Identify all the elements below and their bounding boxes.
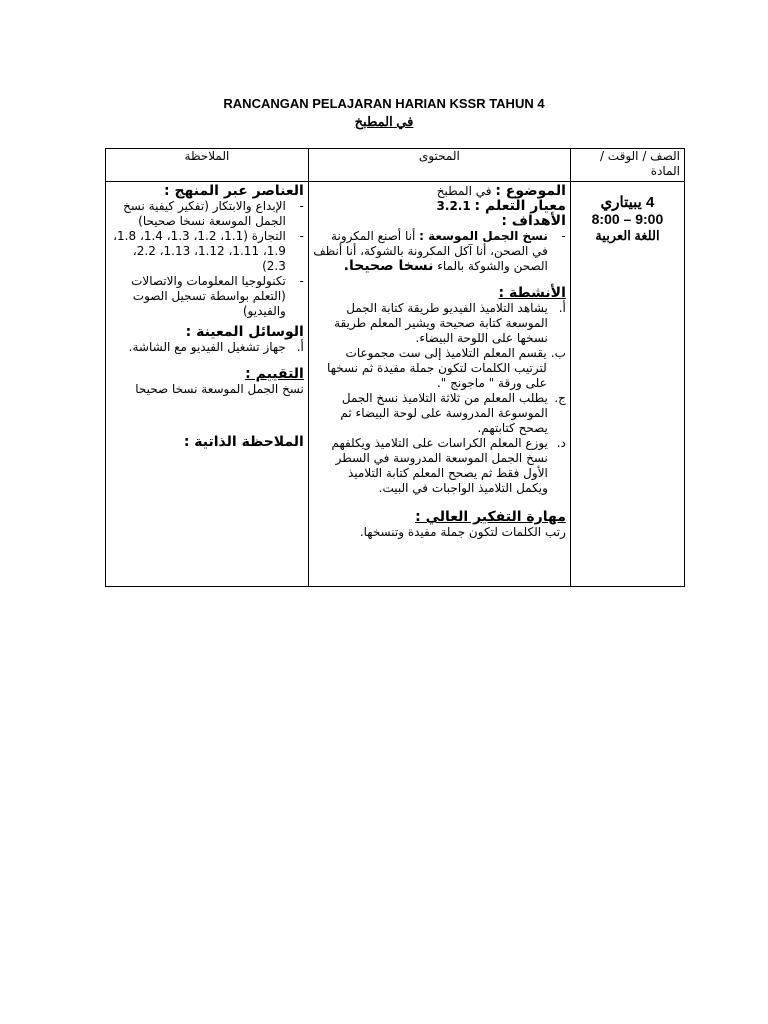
lesson-date: 4 يبيتاري	[600, 194, 655, 211]
objectives-label: الأهداف :	[501, 213, 566, 229]
hots-text: رتب الكلمات لتكون جملة مفيدة وتنسخها.	[359, 525, 566, 539]
table-body-row	[106, 182, 685, 587]
table-header-row	[106, 149, 685, 182]
activity-item: د. يوزع المعلم الكراسات على التلاميذ ويكلفهم نسخ الجمل الموسعة المدروسة في السطر الأول فقط ثم يصحح المعلم كتابة التلاميذ ويكمل التلاميذ الواجبات في البيت.	[331, 436, 566, 495]
evaluation-label: التقييم :	[245, 366, 304, 382]
content-cell	[308, 182, 570, 587]
activity-item: ج. يطلب المعلم من ثلاثة التلاميذ نسخ الجمل الموسوعة المدروسة على لوحة البيضاء ثم يصحح كتابتهم.	[340, 391, 566, 435]
list-item: أ. جهاز تشغيل الفيديو مع الشاشة.	[128, 340, 304, 354]
page-subtitle: في المطبخ	[354, 114, 414, 129]
activity-item: أ. يشاهد التلاميذ الفيديو طريقة كتابة الجمل الموسعة كتابة صحيحة ويشير المعلم طريقة نسخها على اللوحة البيضاء.	[334, 301, 566, 345]
notes-cell	[106, 182, 309, 587]
lesson-time: 8:00 – 9:00	[591, 211, 664, 227]
objective-item: - نسخ الجمل الموسعة : أنا أصنع المكرونة في الصحن، أنا آكل المكرونة بالشوكة، أنا أنظف الصحن والشوكة بالماء نسخا صحيحا.	[313, 229, 566, 274]
header-notes: الملاحظة	[106, 149, 309, 182]
hots-label: مهارة التفكير العالي :	[415, 509, 566, 525]
topic-line: الموضوع : في المطبخ	[436, 183, 566, 199]
reflection-label: الملاحظة الذاتية :	[183, 434, 304, 450]
cross-curricular-label: العناصر عبر المنهج :	[163, 183, 304, 199]
list-item: - التجارة (1.1، 1.2، 1.3، 1.4، 1.8، 1.9، 1.11، 1.12، 1.13، 2.2، 2.3)	[113, 229, 304, 273]
activities-label: الأنشطة :	[498, 285, 566, 301]
list-item: - الإبداع والابتكار (تفكير كيفية نسخ الجمل الموسعة نسخا صحيحا)	[123, 199, 304, 228]
evaluation-text: نسخ الجمل الموسعة نسخا صحيحا	[135, 382, 304, 396]
header-content: المحتوى	[308, 149, 570, 182]
lesson-subject: اللغة العربية	[595, 228, 660, 243]
activity-item: ب. يقسم المعلم التلاميذ إلى ست مجموعات لترتيب الكلمات لتكون جملة مفيدة ثم نسخها على ورقة " ماجونج ".	[327, 346, 566, 390]
page-title: RANCANGAN PELAJARAN HARIAN KSSR TAHUN 4	[223, 96, 545, 111]
lesson-plan-table	[105, 148, 685, 587]
teaching-aids-label: الوسائل المعينة :	[185, 324, 304, 340]
header-time: الصف / الوقت / المادة	[570, 149, 684, 182]
time-cell	[570, 182, 684, 587]
list-item: - تكنولوجيا المعلومات والاتصالات (التعلم بواسطة تسجيل الصوت والفيديو)	[131, 274, 304, 318]
standard-line: معيار التعلم : 3.2.1	[436, 198, 566, 214]
